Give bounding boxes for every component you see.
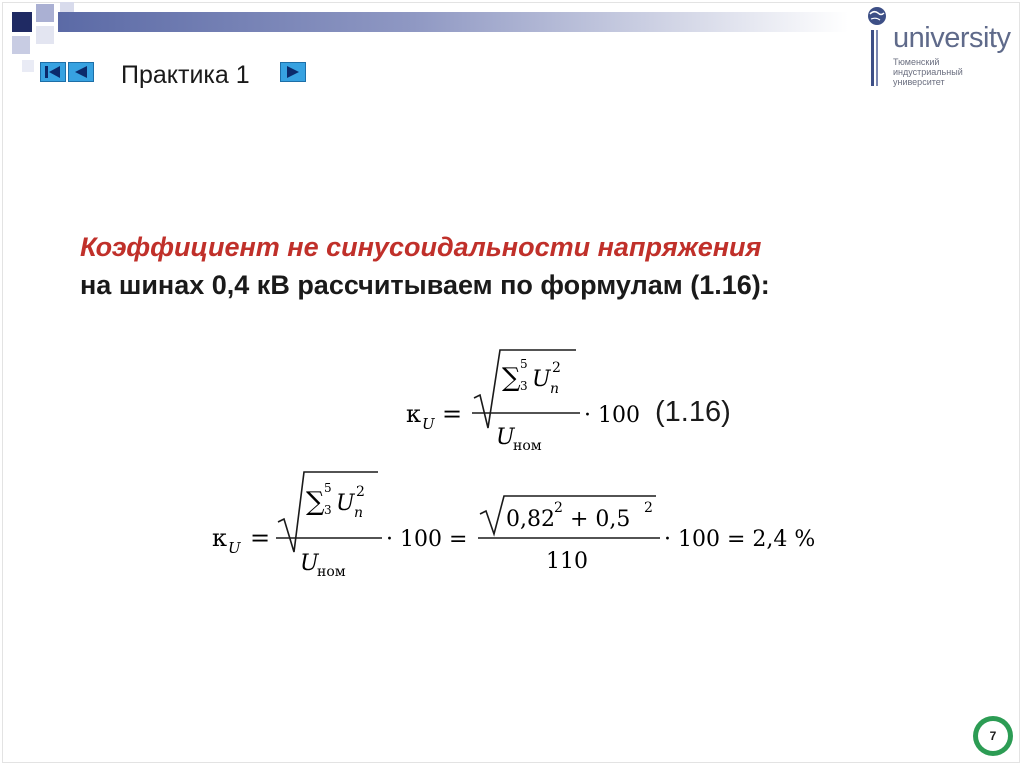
arrow-right-icon [281, 63, 305, 81]
page-number: 7 [978, 721, 1008, 751]
heading-text: на шинах 0,4 кВ рассчитываем по формулам (1.16): [80, 270, 770, 300]
formula2-num-b-sup: 2 [644, 500, 653, 516]
formula2-den2: 110 [546, 549, 588, 574]
formula2-result: · 100 = 2,4 % [664, 527, 816, 552]
university-logo [862, 4, 1022, 90]
logo-wordmark: university [893, 22, 1011, 54]
formula2-den-sub: ном [317, 564, 346, 580]
formula1-factor: · 100 [584, 403, 640, 428]
formula2-sum-lower: 3 [324, 503, 332, 517]
heading-accent-text: Коэффициент не синусоидальности напряжения [80, 232, 762, 262]
formula1-sum-lower: 3 [520, 379, 528, 393]
page-number-badge [973, 716, 1013, 756]
formula1-u: U [532, 367, 551, 392]
arrow-left-icon [69, 63, 93, 81]
formula2-u-sup: 2 [356, 484, 365, 500]
formula1-u-sup: 2 [552, 360, 561, 376]
formula2-equals: = [250, 524, 271, 552]
formula1-lhs: к [406, 400, 421, 428]
formula1-den: U [496, 425, 515, 450]
formula1-u-sub: n [550, 381, 560, 397]
formula-calculation [208, 462, 848, 586]
formula2-u: U [336, 491, 355, 516]
formula2-lhs-sub: U [228, 539, 241, 557]
formula2-mid: · 100 = [386, 527, 468, 552]
page-title: Практика 1 [121, 61, 250, 89]
formula-number: (1.16) [655, 396, 731, 428]
first-slide-button[interactable] [40, 62, 66, 82]
formula2-den: U [300, 551, 319, 576]
formula-1-16 [396, 340, 646, 460]
globe-logo-icon [862, 4, 892, 90]
previous-slide-button[interactable] [68, 62, 94, 82]
formula2-num-a: 0,82 [506, 507, 555, 532]
formula1-sum: ∑ [502, 363, 521, 393]
formula1-lhs-sub: U [422, 415, 435, 433]
next-slide-button[interactable] [280, 62, 306, 82]
skip-back-icon [41, 63, 65, 81]
logo-subtitle [893, 57, 1003, 87]
logo-sub-line: Тюменский [893, 57, 940, 67]
formula2-u-sub: n [354, 505, 364, 521]
formula1-equals: = [442, 400, 463, 428]
formula2-sum-upper: 5 [324, 481, 332, 495]
logo-sub-line: университет [893, 77, 945, 87]
formula2-num-plus: + 0,5 [570, 507, 631, 532]
formula2-lhs: к [212, 524, 227, 552]
formula2-num-a-sup: 2 [554, 500, 563, 516]
logo-sub-line: индустриальный [893, 67, 963, 77]
header-gradient-bar [58, 12, 848, 32]
formula1-sum-upper: 5 [520, 357, 528, 371]
formula1-den-sub: ном [513, 438, 542, 454]
content-heading [80, 228, 770, 304]
formula2-sum: ∑ [306, 487, 325, 517]
